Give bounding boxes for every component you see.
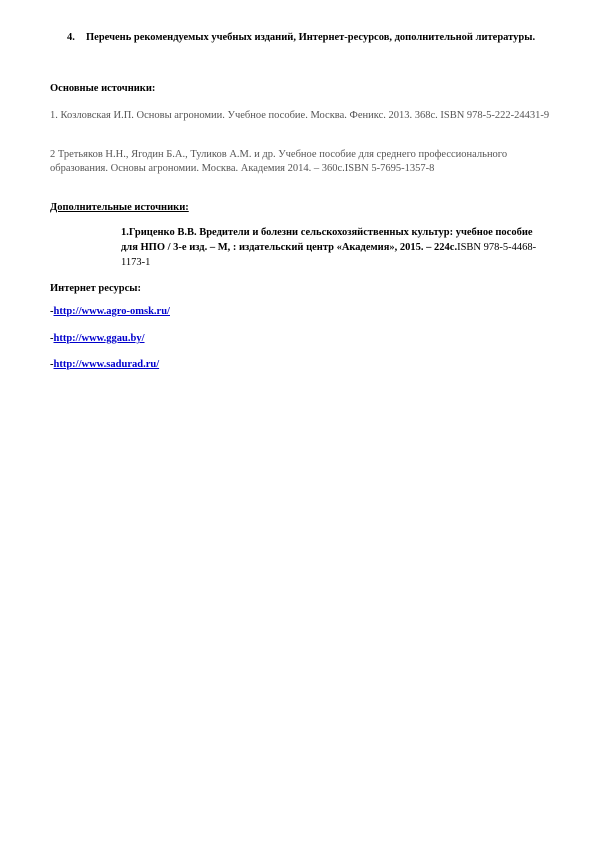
section-number: 4. [67,32,75,43]
main-source-item-1: 1. Козловская И.П. Основы агрономии. Учебное пособие. Москва. Феникс. 2013. 368с. ISBN 978-5-222-24431-9 [50,110,550,121]
additional-source-item-1 [121,225,541,270]
link-prefix: - [50,333,54,344]
link-prefix: - [50,306,54,317]
additional-source-isbn: ISBN 978-5-4468-1173-1 [121,242,537,268]
section-heading-text: Перечень рекомендуемых учебных изданий, Интернет-ресурсов, дополнительной литературы. [86,32,536,43]
link-prefix: - [50,359,54,370]
additional-sources-title: Дополнительные источники: [50,202,189,213]
internet-link-row-1 [50,305,170,319]
additional-source-text: 1.Гриценко В.В. Вредители и болезни сельскохозяйственных культур: учебное пособие для НПО / 3-е изд. – М, : издательский центр «Академия», 2015. – 224с. [121,227,533,253]
internet-link-sadurad[interactable]: http://www.sadurad.ru/ [53,359,160,370]
main-source-item-2: 2 Третьяков Н.Н., Ягодин Б.А., Туликов А.М. и др. Учебное пособие для среднего профессионального образования. Основы агрономии. Москва. Академия 2014. – 360с.ISBN 5-7695-1357-8 [50,149,508,174]
internet-link-row-2 [50,332,145,346]
internet-resources-title: Интернет ресурсы: [50,283,141,294]
internet-link-row-3 [50,358,159,372]
main-sources-title: Основные источники: [50,83,156,94]
internet-link-ggau[interactable]: http://www.ggau.by/ [53,333,145,344]
internet-link-agro-omsk[interactable]: http://www.agro-omsk.ru/ [53,306,170,317]
